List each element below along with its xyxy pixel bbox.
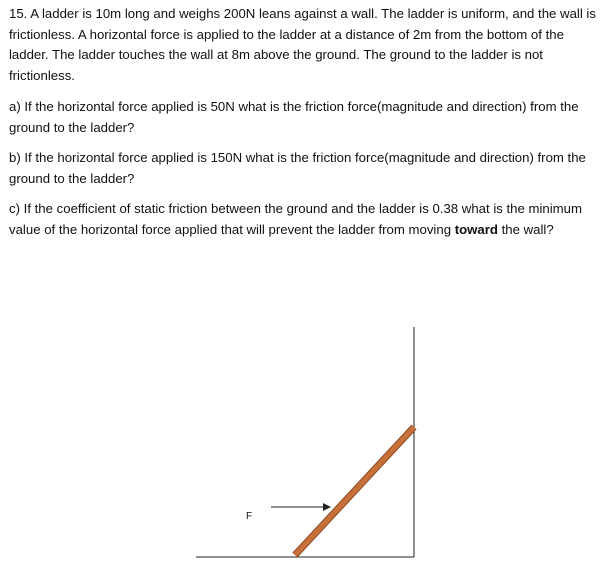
question-b: b) If the horizontal force applied is 150N what is the friction force(magnitude and direction) from the ground to the ladder? (9, 150, 586, 186)
force-label: F (246, 511, 253, 522)
ladder (295, 427, 414, 555)
problem-intro: 15. A ladder is 10m long and weighs 200N leans against a wall. The ladder is uniform, and the wall is frictionless. A horizontal force is applied to the ladder at a distance of 2m from the bottom of the ladder. The ladder touches the wall at 8m above the ground. The ground to the ladder is not frictionless. (9, 6, 596, 83)
question-a: a) If the horizontal force applied is 50N what is the friction force(magnitude and direction) from the ground to the ladder? (9, 99, 579, 135)
question-c-end: the wall? (497, 221, 554, 237)
question-c-text: c) If the coefficient of static friction between the ground and the ladder is 0.38 what is the minimum value of the horizontal force applied that will prevent the ladder from moving (9, 201, 582, 237)
question-c-emphasis: toward (454, 221, 498, 237)
